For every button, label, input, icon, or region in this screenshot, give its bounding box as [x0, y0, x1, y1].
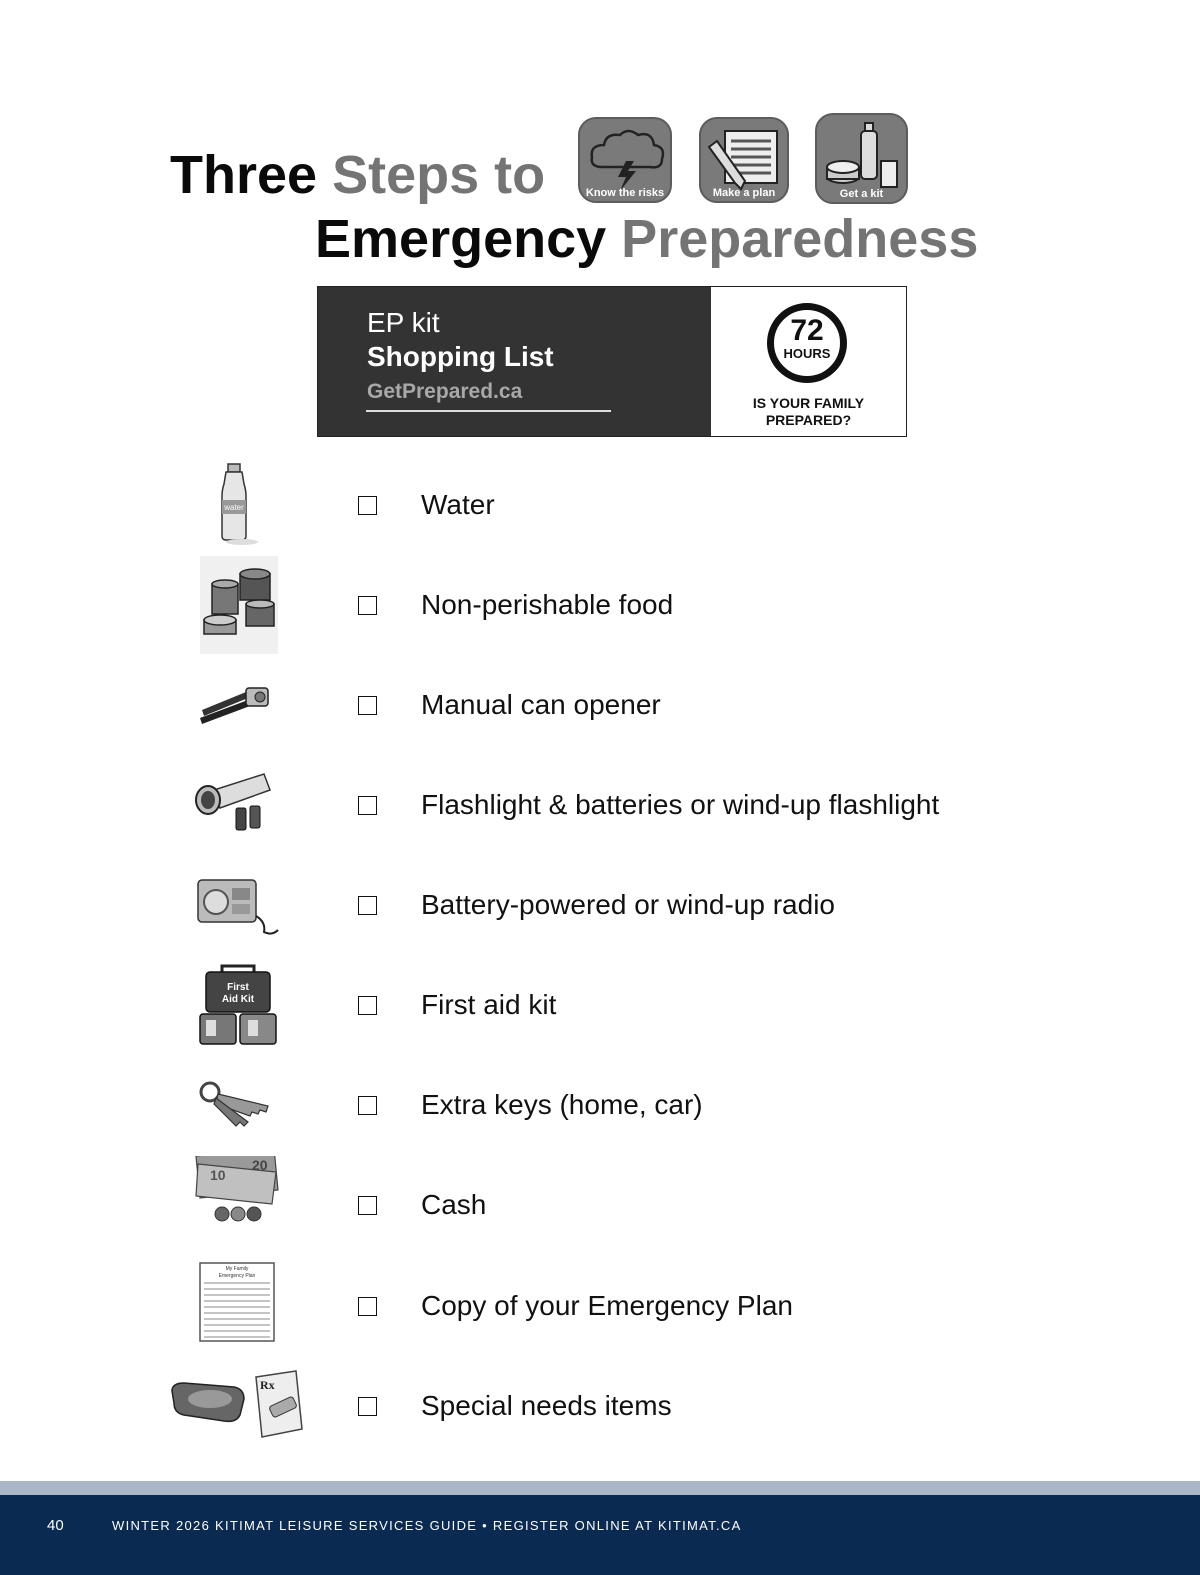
list-item: [0, 956, 1200, 1056]
checkbox-water[interactable]: [358, 496, 377, 515]
water-bottle-icon: [170, 456, 305, 556]
item-label-flashlight: Flashlight & batteries or wind-up flashlight: [421, 789, 940, 820]
title-line-1: [170, 145, 546, 205]
list-item: [0, 456, 1200, 556]
page-number: 40: [47, 1517, 64, 1534]
title-steps-to: Steps to: [332, 145, 546, 205]
checkbox-emergency-plan[interactable]: [358, 1297, 377, 1316]
list-item: [0, 656, 1200, 756]
list-item: [0, 1156, 1200, 1256]
list-item: [0, 1257, 1200, 1357]
list-item: [0, 756, 1200, 856]
item-label-water: Water: [421, 489, 495, 520]
item-label-food: Non-perishable food: [421, 589, 674, 620]
first-aid-kit-icon: [170, 956, 305, 1056]
item-label-can-opener: Manual can opener: [421, 689, 661, 720]
flashlight-icon: [170, 756, 305, 856]
footer-text: WINTER 2026 KITIMAT LEISURE SERVICES GUIDE • REGISTER ONLINE AT KITIMAT.CA: [112, 1518, 742, 1533]
list-item: [0, 556, 1200, 656]
page-footer: [0, 1495, 1200, 1575]
banner-website: GetPrepared.ca: [367, 380, 523, 403]
plan-pencil-icon: [699, 117, 789, 203]
plan-title-1: My Family: [225, 1266, 249, 1272]
footer-stripe: [0, 1481, 1200, 1495]
kit-supplies-icon: [815, 113, 908, 204]
item-label-first-aid: First aid kit: [421, 989, 557, 1020]
seventy-two-hours-badge: [767, 303, 847, 383]
keys-icon: [170, 1056, 305, 1156]
banner-shopping-list: Shopping List: [367, 341, 554, 372]
question-line-1: IS YOUR FAMILY: [752, 395, 865, 411]
question-line-2: PREPARED?: [765, 412, 852, 428]
cash-icon: [170, 1156, 305, 1256]
list-item: [0, 1056, 1200, 1156]
banner-right-panel: [711, 287, 906, 436]
list-item: [0, 856, 1200, 956]
storm-cloud-icon: [578, 117, 672, 203]
checkbox-special-needs[interactable]: [358, 1397, 377, 1416]
bill-ten: 10: [210, 1167, 226, 1183]
shopping-list-banner: [317, 286, 907, 437]
banner-left-panel: [318, 287, 711, 436]
banner-ep-kit: EP kit: [367, 307, 440, 338]
step-label-get-kit: Get a kit: [839, 188, 884, 200]
first-aid-label-1: First: [227, 982, 249, 993]
checkbox-flashlight[interactable]: [358, 796, 377, 815]
item-label-cash: Cash: [421, 1189, 487, 1220]
checkbox-first-aid[interactable]: [358, 996, 377, 1015]
item-label-keys: Extra keys (home, car): [421, 1089, 703, 1120]
checkbox-can-opener[interactable]: [358, 696, 377, 715]
can-opener-icon: [170, 656, 305, 756]
canned-food-icon: [170, 556, 305, 656]
checkbox-keys[interactable]: [358, 1096, 377, 1115]
radio-icon: [170, 856, 305, 956]
banner-underline: [366, 410, 611, 412]
checkbox-radio[interactable]: [358, 896, 377, 915]
emergency-plan-document-icon: [170, 1257, 305, 1357]
item-label-emergency-plan: Copy of your Emergency Plan: [421, 1290, 793, 1321]
checkbox-cash[interactable]: [358, 1196, 377, 1215]
title-line-2: [315, 209, 979, 269]
step-label-know-risks: Know the risks: [585, 187, 665, 199]
step-label-make-plan: Make a plan: [712, 187, 776, 199]
list-item: [0, 1357, 1200, 1457]
title-three: Three: [170, 145, 318, 205]
bill-twenty: 20: [252, 1157, 268, 1173]
hours-label: HOURS: [783, 346, 831, 361]
title-emergency: Emergency: [315, 209, 607, 269]
item-label-radio: Battery-powered or wind-up radio: [421, 889, 835, 920]
hours-number: 72: [790, 314, 824, 347]
item-label-special-needs: Special needs items: [421, 1390, 672, 1421]
checkbox-food[interactable]: [358, 596, 377, 615]
plan-title-2: Emergency Plan: [218, 1273, 256, 1279]
rx-label: Rx: [260, 1378, 275, 1392]
first-aid-label-2: Aid Kit: [221, 994, 255, 1005]
family-prepared-question: [711, 395, 906, 429]
bottle-label: water: [224, 503, 244, 512]
special-needs-icon: [170, 1357, 305, 1457]
title-preparedness: Preparedness: [621, 209, 979, 269]
